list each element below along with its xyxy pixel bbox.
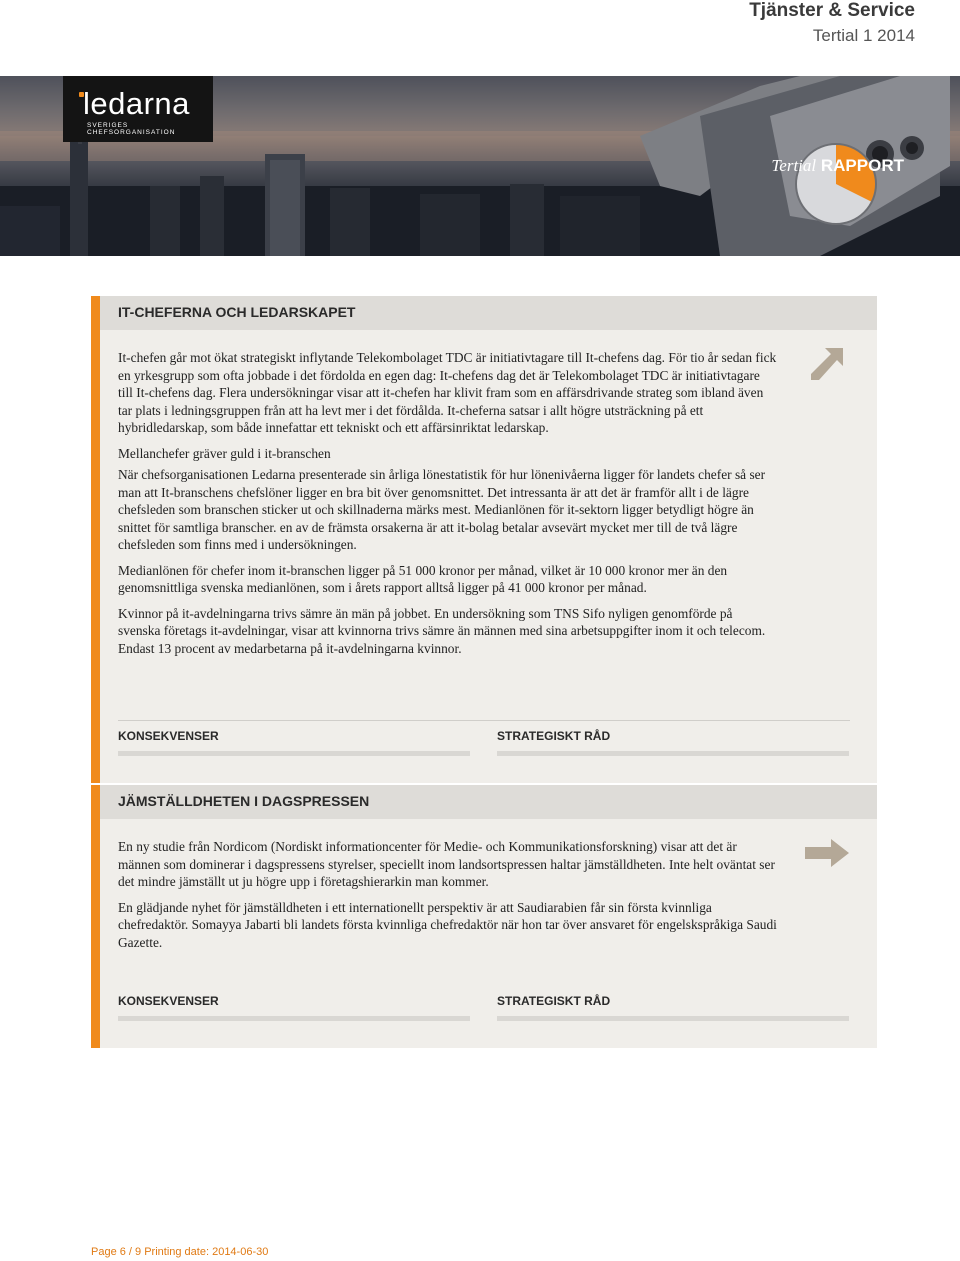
strategic-advice-label: STRATEGISKT RÅD xyxy=(497,729,611,743)
strategic-advice-bar xyxy=(497,1016,849,1021)
paragraph: När chefsorganisationen Ledarna presenterade sin årliga lönestatistik för hur lönenivåerna ligger för landets chefer så ser man att It-branschens chefslöner ligger en bra bit över genomsnittet. Det intressanta är att det är framför allt i de lägre chefsleden som branschen sticker ut och skillnaderna märks mest. Medianlönen för it-sektorn ligger betydligt högre än snittet för samtliga branscher. en av de främsta orsakerna är att it-bolag betalar avsevärt mycket mer till de två lägre chefsleden som finns med i undersökningen. xyxy=(118,467,766,552)
paragraph: En glädjande nyhet för jämställdheten i ett internationellt perspektiv är att Saudiarabien får sin första kvinnliga chefredaktör. Somayya Jabarti bli landets första kvinnliga chefredaktör när hon tar över ansvaret för engelskspråkiga Saudi Gazette. xyxy=(118,899,777,950)
paragraph: En ny studie från Nordicom (Nordiskt informationcenter för Medie- och Kommunikationsforskning) visar att det är männen som dominerar i dagspressens styrelser, speciellt inom landsortspressen haltar jämställdheten. Inte helt oväntat ser det mindre jämställt ut ju högre upp i företagshierarkin man kommer. xyxy=(118,839,775,889)
section-accent-bar xyxy=(91,785,100,1048)
strategic-advice-bar xyxy=(497,751,849,756)
report-word-tertial: Tertial xyxy=(771,156,817,175)
paragraph: It-chefen går mot ökat strategiskt inflytande Telekombolaget TDC är initiativtagare till It-chefens dag. För tio år sedan fick en yrkesgrupp som ofta jobbade i det fördolda en egen dag: It-chefens dag det är Telekombolaget TDC är initiativtagare till It-chefens dag. Flera undersökningar visar att it-chefen har klivit fram som en affärsdrivande strateg som ibland även tar plats i ledningsgruppen från att ha levt mer i det fördålda. It-cheferna satsar i allt högre utsträckning på ett hybridledarskap, som både innefattar ett tekniskt och ett affärsinriktat ledarskap. xyxy=(118,350,777,435)
section-title: IT-CHEFERNA OCH LEDARSKAPET xyxy=(118,304,356,320)
section-divider xyxy=(118,720,850,721)
arrow-up-right-icon xyxy=(807,346,847,384)
page-footer: Page 6 / 9 Printing date: 2014-06-30 xyxy=(91,1246,269,1258)
logo-text: ledarna xyxy=(83,86,190,121)
section-accent-bar xyxy=(91,296,100,783)
strategic-advice-label: STRATEGISKT RÅD xyxy=(497,994,611,1008)
section-body xyxy=(118,349,778,665)
logo-subtitle: SVERIGES CHEFSORGANISATION xyxy=(87,122,176,136)
page-header xyxy=(749,0,915,47)
section-title: JÄMSTÄLLDHETEN I DAGSPRESSEN xyxy=(118,793,370,809)
arrow-right-icon xyxy=(803,837,851,869)
section-jamstalldheten xyxy=(91,785,877,1048)
consequences-bar xyxy=(118,1016,470,1021)
section-header xyxy=(100,785,877,819)
ledarna-logo xyxy=(63,76,213,142)
consequences-label: KONSEKVENSER xyxy=(118,729,219,743)
section-body xyxy=(118,838,778,959)
tertial-rapport-mark xyxy=(771,156,904,176)
consequences-bar xyxy=(118,751,470,756)
section-it-cheferna xyxy=(91,296,877,783)
report-word-rapport: RAPPORT xyxy=(820,156,904,175)
paragraph: Medianlönen för chefer inom it-branschen ligger på 51 000 kronor per månad, vilket är 10 000 kronor mer än den genomsnittliga svenska medianlönen, som i årets rapport alltså ligger på 41 000 kronor per månad. xyxy=(118,562,728,595)
paragraph: Mellanchefer gräver guld i it-branschen xyxy=(118,445,331,461)
paragraph: Kvinnor på it-avdelningarna trivs sämre än män på jobbet. En undersökning som TNS Sifo nyligen genomförde på svenska företags it-avdelningar, visar att kvinnorna trivs sämre än männen med sina arbetsuppgifter inom it och telecom. Endast 13 procent av medarbetarna på it-avdelningarna kvinnor. xyxy=(118,605,766,656)
section-header xyxy=(100,296,877,330)
consequences-label: KONSEKVENSER xyxy=(118,994,219,1008)
header-title: Tjänster & Service xyxy=(749,0,915,21)
header-subtitle: Tertial 1 2014 xyxy=(812,26,915,45)
